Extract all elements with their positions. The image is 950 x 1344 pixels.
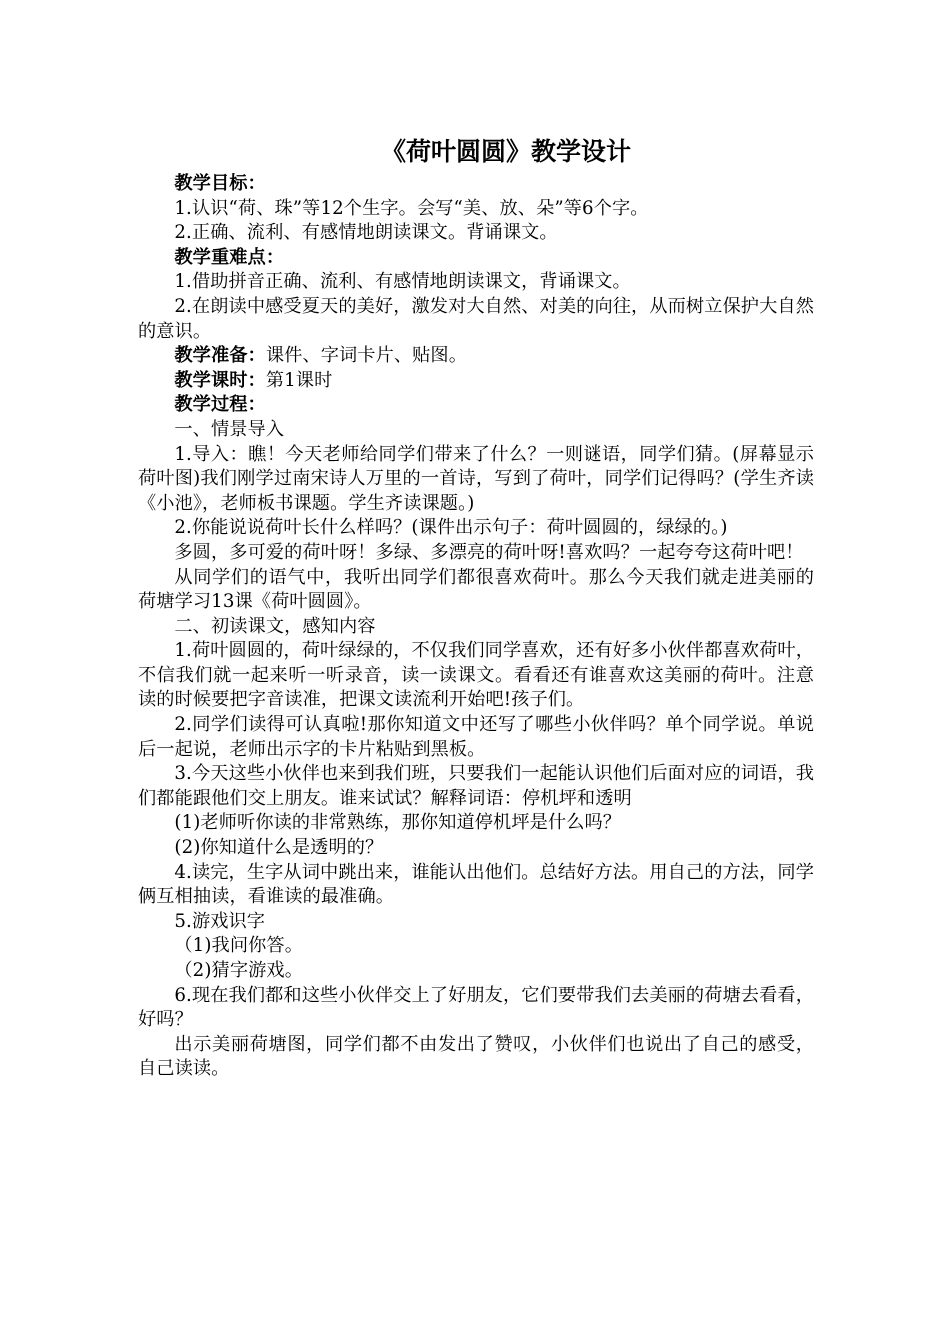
preparation-line <box>138 344 814 369</box>
section1-paragraph: 多圆，多可爱的荷叶呀！多绿、多漂亮的荷叶呀!喜欢吗？一起夸夸这荷叶吧！ <box>174 541 804 563</box>
section2-paragraph: 出示美丽荷塘图，同学们都不由发出了赞叹，小伙伴们也说出了自己的感受，自己读读。 <box>138 1033 814 1080</box>
section2-paragraph: （1)我问你答。 <box>174 935 303 957</box>
key-point-item: 2.在朗读中感受夏天的美好，激发对大自然、对美的向往，从而树立保护大自然的意识。 <box>138 295 814 342</box>
section1-paragraph: 2.你能说说荷叶长什么样吗？(课件出示句子：荷叶圆圆的，绿绿的。) <box>174 517 728 539</box>
section2-paragraph: 6.现在我们都和这些小伙伴交上了好朋友，它们要带我们去美丽的荷塘去看看，好吗？ <box>138 984 814 1031</box>
process-heading: 教学过程： <box>174 394 266 416</box>
key-point-item: 1.借助拼音正确、流利、有感情地朗读课文，背诵课文。 <box>174 271 631 293</box>
section1-heading: 一、情景导入 <box>174 418 285 440</box>
objective-item: 2.正确、流利、有感情地朗读课文。背诵课文。 <box>174 222 558 244</box>
section2-paragraph: （2)猜字游戏。 <box>174 960 303 981</box>
section1-paragraph: 从同学们的语气中，我听出同学们都很喜欢荷叶。那么今天我们就走进美丽的荷塘学习13课《荷叶圆圆》。 <box>138 566 814 613</box>
preparation-value: 课件、字词卡片、贴图。 <box>265 345 468 367</box>
section2-paragraph: 1.荷叶圆圆的，荷叶绿绿的，不仅我们同学喜欢，还有好多小伙伴都喜欢荷叶，不信我们就一起来听一听录音，读一读课文。看看还有谁喜欢这美丽的荷叶。注意读的时候要把字音读准，把课文读流利开始吧!孩子们。 <box>138 640 814 711</box>
duration-line <box>138 369 814 394</box>
duration-label: 教学课时： <box>174 369 266 391</box>
objective-item: 1.认识“荷、珠”等12个生字。会写“美、放、朵”等6个字。 <box>174 197 649 219</box>
section2-paragraph: 5.游戏识字 <box>174 910 266 932</box>
section2-paragraph: (2)你知道什么是透明的？ <box>174 837 384 859</box>
section2-paragraph: 3.今天这些小伙伴也来到我们班，只要我们一起能认识他们后面对应的词语，我们都能跟他们交上朋友。谁来试试？解释词语：停机坪和透明 <box>138 763 814 809</box>
section2-heading: 二、初读课文，感知内容 <box>174 615 376 637</box>
section2-paragraph: 2.同学们读得可认真啦!那你知道文中还写了哪些小伙伴吗？单个同学说。单说后一起说，老师出示字的卡片粘贴到黑板。 <box>138 714 814 760</box>
duration-value: 第1课时 <box>265 369 333 391</box>
document-page <box>138 134 814 1082</box>
preparation-label: 教学准备： <box>174 345 266 367</box>
objectives-heading: 教学目标： <box>174 173 266 194</box>
section2-paragraph: 4.读完，生字从词中跳出来，谁能认出他们。总结好方法。用自己的方法，同学俩互相抽读，看谁读的最准确。 <box>138 861 814 908</box>
key-points-heading: 教学重难点： <box>174 246 285 268</box>
section1-paragraph: 1.导入：瞧！今天老师给同学们带来了什么？一则谜语，同学们猜。(屏幕显示荷叶图)我们刚学过南宋诗人万里的一首诗，写到了荷叶，同学们记得吗？(学生齐读《小池》，老师板书课题。学生齐读课题。) <box>138 443 814 514</box>
document-title: 《荷叶圆圆》教学设计 <box>380 137 631 166</box>
section2-paragraph: (1)老师听你读的非常熟练，那你知道停机坪是什么吗？ <box>174 812 622 834</box>
